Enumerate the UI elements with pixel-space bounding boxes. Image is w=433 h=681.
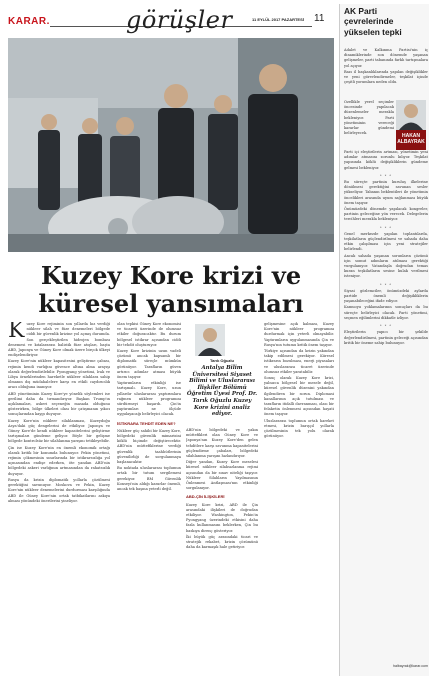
- author-avatar-illustration: [195, 324, 225, 356]
- author-bio: Antalya Bilim Üniversitesi Siyaset Bilimi ve Uluslararası İlişkiler Bölümü Öğretim Üyesi Prof. Dr. Tarık Oğuzlu Kuzey Kore krizini analiz ediyor.: [186, 365, 258, 418]
- paragraph: Kuzey Kore'nin nükleer silahlanması, Kuzeydoğu Asya'daki güç dengelerini de etkiliyor. Japonya ve Güney Kore'de kendi nükleer kapasitelerini geliştirme tartışmaları gündeme geliyor. Böyle bir gelişme bölgede kontrolsüz bir silahlanma yarışını tetikleyebilir.: [8, 418, 110, 444]
- paragraph: Bu süreçte partinin kuruluş ilkelerine dönülmesi gerektiğini savunan sesler yükseliyor. Tabanın beklentileri ile yönetimin öncelikleri arasında uyum sağlanması büyük önem taşıyor.: [344, 180, 428, 205]
- subheading: İSTİKRARA TEHDİT EDEN NE?: [117, 420, 176, 426]
- sidebar-text-body: [344, 150, 428, 660]
- paragraph: Türkiye açısından da krizin yakından takip edilmesi gerekiyor. Küresel istikrarın bozulması, enerji piyasaları ve uluslararası ticaret üzerinde olumsuz etkiler yaratabilir.: [264, 349, 334, 374]
- paragraph: Önümüzdeki dönemde yapılacak kongreler, partinin geleceğine yön verecek. Delegelerin tercihleri merakla bekleniyor.: [344, 207, 428, 222]
- columnist-name-badge: HAKAN ALBAYRAK: [396, 130, 426, 150]
- paragraph: Nükleer güç sahibi bir Kuzey Kore, bölgedeki güvenlik mimarisini köklü biçimde değiştirecektir. ABD'nin müttefiklerine verdiği güvenlik taahhütlerinin güvenilirliği de sorgulanmaya başlanacaktır.: [117, 428, 181, 465]
- article-column-1: [8, 322, 110, 670]
- paragraph: ABD yönetiminin Kuzey Kore'ye yönelik söylemleri ise gerilimi daha da tırmandırıyor. Başkan Trump'ın açıklamaları, askeri seçeneğin masada olduğunu gösterirken, bölge ülkeleri olası bir çatışmanın yıkıcı sonuçlarından kaygı duyuyor.: [8, 391, 110, 417]
- headline-line-2: küresel yansımaları: [38, 289, 304, 318]
- paragraph: Kamuoyu yoklamalarının sonuçları da bu süreçte belirleyici olacak. Parti yönetimi, seçmen eğilimlerini dikkatle izliyor.: [344, 305, 428, 320]
- article-column-2: [117, 322, 181, 670]
- page-number: 11: [314, 13, 325, 24]
- dropcap: K: [8, 322, 25, 343]
- author-name: Tarık Oğuzlu: [210, 358, 234, 363]
- paragraph: olan tepkisi Güney Kore ekonomisi ve ticareti üzerinde de olumsuz etkiler doğuracaktır. Bu durum bölgesel istikrar açısından ciddi bir tehdit oluşturuyor.: [117, 322, 181, 347]
- paragraph: Kuzey Kore'nin nükleer kapasitesini geliştirme çabası, rejimin kendi varlığını güvence altına alma arayışı olarak değerlendirilebilir. Pyongyang yönetimi, Irak ve Libya örneklerinden hareketle nükleer silahlara sahip olmanın dış müdahalelere karşı en etkili caydırıcılık aracı olduğuna inanıyor.: [8, 359, 110, 390]
- paragraph: gelişmesine açık kalması, Kuzey Kore'nin nükleer programını durdurmak için yeterli olmayabilir. Yaptırımların uygulanmasında Çin ve Rusya'nın tutumu kritik önem taşıyor.: [264, 322, 334, 347]
- article-headline: [8, 262, 334, 318]
- article-column-4: [264, 322, 334, 670]
- paragraph: Parti içi eleştirilerin artması, yönetimin yeni adımlar atmasını zorunlu kılıyor. Teşkilat yapısında köklü değişikliklerin gündeme gelmesi bekleniyor.: [344, 150, 428, 170]
- sidebar-text-mid: [344, 100, 394, 148]
- paragraph: Siyasi gözlemciler, önümüzdeki aylarda partide önemli değişikliklerin yaşanabileceğini ifade ediyor.: [344, 288, 428, 304]
- headline-line-1: Kuzey Kore krizi ve: [40, 261, 302, 290]
- paragraph: uzey Kore rejiminin son yıllarda hız verdiği nükleer silah ve füze denemeleri bölgede ciddi bir güvenlik krizine yol açmış durumda. Son gerçekleştirilen hidrojen bombası denemesi ve kıtalararası balistik füze atışları, başta ABD, Japonya ve Güney Kore olmak üzere birçok ülkeyi endişelendiriyor.: [8, 322, 110, 358]
- separator-stars: * * *: [380, 281, 392, 287]
- paragraph: Genel merkezde yapılan toplantılarda, teşkilatların güçlendirilmesi ve sahada daha etkin çalışılması için yeni stratejiler belirlendi.: [344, 231, 428, 252]
- paragraph: Rusya da krizin diplomatik yollarla çözülmesi gerektiğini savunuyor. Moskova ve Pekin, Kuzey Kore'nin nükleer denemelerini durdurması karşılığında ABD ile Güney Kore'nin ortak tatbikatlarını askıya alması yönündeki önerilerini yineliyor.: [8, 477, 110, 503]
- paragraph: Bu noktada uluslararası toplumun ortak bir tutum sergilemesi gerekiyor. BM Güvenlik Konseyi'nin aldığı kararlar önemli, ancak tek başına yeterli değil.: [117, 466, 181, 492]
- article-column-3: [186, 428, 258, 670]
- sidebar-title: AK Parti çevrelerinde yükselen tepki: [344, 6, 402, 37]
- separator-stars: * * *: [380, 323, 392, 329]
- separator-stars: * * *: [380, 224, 392, 230]
- paragraph: Kuzey Kore krizinin uzun vadeli çözümü ancak kapsamlı bir diplomatik süreçle mümkün görünüyor. Tarafların güven artırıcı adımlar atması büyük önem taşıyor.: [117, 349, 181, 380]
- columnist-avatar: [396, 100, 426, 130]
- section-title: görüşler: [126, 6, 233, 34]
- paragraph: Yaptırımların etkinliği ise tartışmalı. Kuzey Kore, uzun yıllardır uluslararası yaptırımlara rağmen nükleer programını sürdürmeyi başardı. Çin'in yaptırımları ne ölçüde uygulayacağı belirleyici olacak.: [117, 381, 181, 417]
- paragraph: Eleştirilerin yapıcı bir şekilde değerlendirilmesi, partinin geleceği açısından kritik bir öneme sahip bulunuyor.: [344, 330, 428, 345]
- paragraph: Özellikle yerel seçimler öncesinde yapılacak düzenlemeler merakla bekleniyor. Parti yönetiminin vereceği kararlar gündemi belirleyecek.: [344, 100, 394, 136]
- lead-photo-illustration: [8, 38, 334, 252]
- separator-stars: * * *: [380, 172, 392, 178]
- paragraph: Bazı il başkanlıklarında yapılan değişiklikler ve yeni görevlendirmeler, teşkilat içinde çeşitli yorumlara neden oldu.: [344, 69, 428, 85]
- paragraph: Sonuç olarak Kuzey Kore krizi, yalnızca bölgesel bir mesele değil, küresel güvenlik düzenini yakından ilgilendiren bir sorun. Diplomasi kanallarının açık tutulması ve tarafların itidalli davranması, olası bir felaketin önlenmesi açısından hayati önem taşıyor.: [264, 376, 334, 417]
- newspaper-logo: KARAR.: [8, 16, 50, 27]
- paragraph: İki büyük güç arasındaki ticari ve stratejik rekabet, krizin çözümünü daha da karmaşık hale getiriyor.: [186, 534, 258, 550]
- columnist-avatar-illustration: [396, 100, 426, 130]
- paragraph: Diğer yandan, Kuzey Kore meselesi küresel nükleer silahsızlanma rejimi açısından da bir sınav niteliği taşıyor. Nükleer Silahların Yayılmasının Önlenmesi Antlaşması'nın etkinliği sorgulanıyor.: [186, 460, 258, 491]
- issue-date: 11 EYLÜL 2017 PAZARTESİ: [252, 17, 304, 22]
- author-avatar: [195, 324, 225, 356]
- paragraph: Adalet ve Kalkınma Partisi'nin iç dinamiklerinde son dönemde yaşanan gelişmeler, parti tabanında farklı tartışmalara yol açıyor.: [344, 48, 428, 68]
- subheading: ABD-ÇİN İLİŞKİLERİ: [186, 494, 225, 500]
- paragraph: Uluslararası toplumun ortak hareket etmesi, krizin barışçıl yollarla çözülmesinin tek yolu olarak görünüyor.: [264, 418, 334, 439]
- paragraph: ABD'nin bölgedeki ve yakın müttefikleri olan Güney Kore ve Japonya'nın Kuzey Kore'den gelen tehditlere karşı savunma kapasitelerini güçlendirme çabaları, bölgedeki silahlanma yarışını hızlandırıyor.: [186, 428, 258, 459]
- paragraph: Ancak sahada yaşanan sorunların çözümü için somut adımların atılması gerektiği vurgulanıyor. Vatandaşla doğrudan temas kuran teşkilatların sesine kulak verilmesi isteniyor.: [344, 253, 428, 279]
- paragraph: Kuzey Kore krizi, ABD ile Çin arasındaki ilişkileri de doğrudan etkiliyor. Washington, Pekin'in Pyongyang üzerindeki etkisini daha fazla kullanmasını beklerken, Çin bu baskıya direnç gösteriyor.: [186, 502, 258, 533]
- author-box: [186, 358, 258, 418]
- paragraph: Çin ise Kuzey Kore'nin en önemli ekonomik ortağı olarak kritik bir konumda bulunuyor. Pekin yönetimi, rejimin çökmesinin sınırlarında bir istikrarsızlığa yol açmasından endişe ederken, öte yandan ABD'nin bölgedeki askeri varlığının artmasından da rahatsızlık duyuyor.: [8, 445, 110, 476]
- sidebar-column: [339, 4, 429, 676]
- columnist-email: halbayrak@karar.com: [392, 664, 428, 668]
- sidebar-text-top: [344, 48, 428, 100]
- lead-photo: [8, 38, 334, 252]
